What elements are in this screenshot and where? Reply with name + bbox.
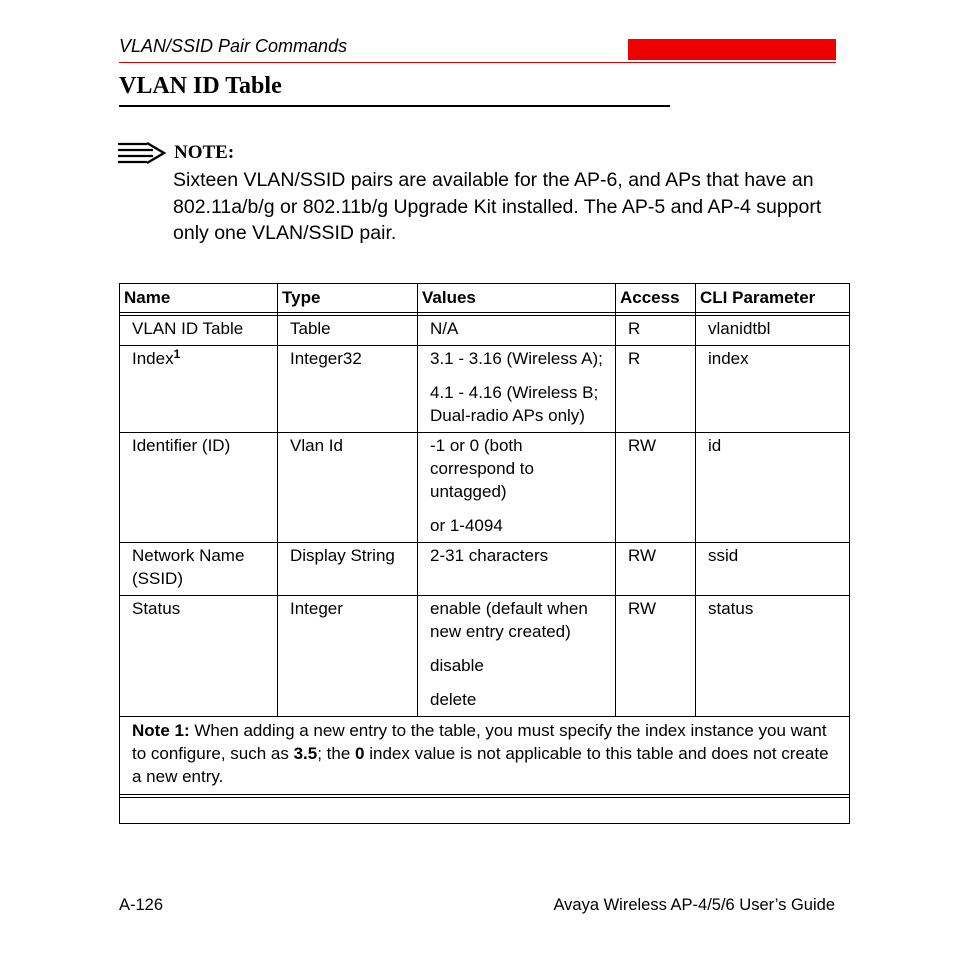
- cell-cli: status: [696, 596, 850, 717]
- footnote-marker: 1: [173, 347, 181, 361]
- cell-name: VLAN ID Table: [120, 316, 278, 346]
- cell-name: Network Name (SSID): [120, 543, 278, 596]
- cell-type: Integer32: [278, 346, 418, 433]
- footnote-label: Note 1:: [132, 721, 190, 740]
- table-row: [120, 433, 850, 543]
- blank-row: [120, 798, 850, 824]
- column-header-type: Type: [278, 284, 418, 313]
- table-row: [120, 316, 850, 346]
- cell-values: 3.1 - 3.16 (Wireless A); 4.1 - 4.16 (Wireless B; Dual-radio APs only): [418, 346, 616, 433]
- cell-access: RW: [616, 543, 696, 596]
- cell-name: Status: [120, 596, 278, 717]
- footnote-cell: Note 1: When adding a new entry to the table, you must specify the index instance you want to configure, such as 3.5; the 0 index value is not applicable to this table and does not create a new entry.: [120, 717, 850, 795]
- cell-cli: index: [696, 346, 850, 433]
- cell-type: Integer: [278, 596, 418, 717]
- column-header-cli-parameter: CLI Parameter: [696, 284, 850, 313]
- page-number: A-126: [119, 896, 164, 914]
- table-row: [120, 596, 850, 717]
- cell-access: R: [616, 346, 696, 433]
- cell-access: RW: [616, 433, 696, 543]
- table-row: [120, 543, 850, 596]
- cell-name: Index$^1$: [120, 346, 278, 433]
- column-header-name: Name: [120, 284, 278, 313]
- cell-values: N/A: [418, 316, 616, 346]
- cell-cli: ssid: [696, 543, 850, 596]
- cell-name: Identifier (ID): [120, 433, 278, 543]
- footnote-row: [120, 717, 850, 795]
- header-rule: [119, 62, 836, 63]
- table-header-row: [120, 284, 850, 313]
- cell-values: -1 or 0 (both correspond to untagged) or 1-4094: [418, 433, 616, 543]
- cell-type: Display String: [278, 543, 418, 596]
- column-header-values: Values: [418, 284, 616, 313]
- cell-values: enable (default when new entry created) disable delete: [418, 596, 616, 717]
- section-title: VLAN ID Table: [119, 73, 282, 99]
- note-label: NOTE:: [174, 142, 235, 163]
- note-arrow-icon: [117, 141, 167, 165]
- vlan-id-table: [119, 283, 850, 824]
- cell-access: R: [616, 316, 696, 346]
- note-text: Sixteen VLAN/SSID pairs are available for the AP-6, and APs that have an 802.11a/b/g or 802.11b/g Upgrade Kit installed. The AP-5 and AP-4 support only one VLAN/SSID pair.: [173, 169, 822, 244]
- cell-cli: id: [696, 433, 850, 543]
- column-header-access: Access: [616, 284, 696, 313]
- cell-values: 2-31 characters: [418, 543, 616, 596]
- cell-type: Vlan Id: [278, 433, 418, 543]
- section-rule: [119, 105, 670, 107]
- cell-access: RW: [616, 596, 696, 717]
- cell-type: Table: [278, 316, 418, 346]
- cell-cli: vlanidtbl: [696, 316, 850, 346]
- header-accent-bar: [628, 39, 836, 60]
- table-row: [120, 346, 850, 433]
- running-header-title: VLAN/SSID Pair Commands: [119, 36, 348, 56]
- guide-title: Avaya Wireless AP-4/5/6 User’s Guide: [553, 896, 835, 914]
